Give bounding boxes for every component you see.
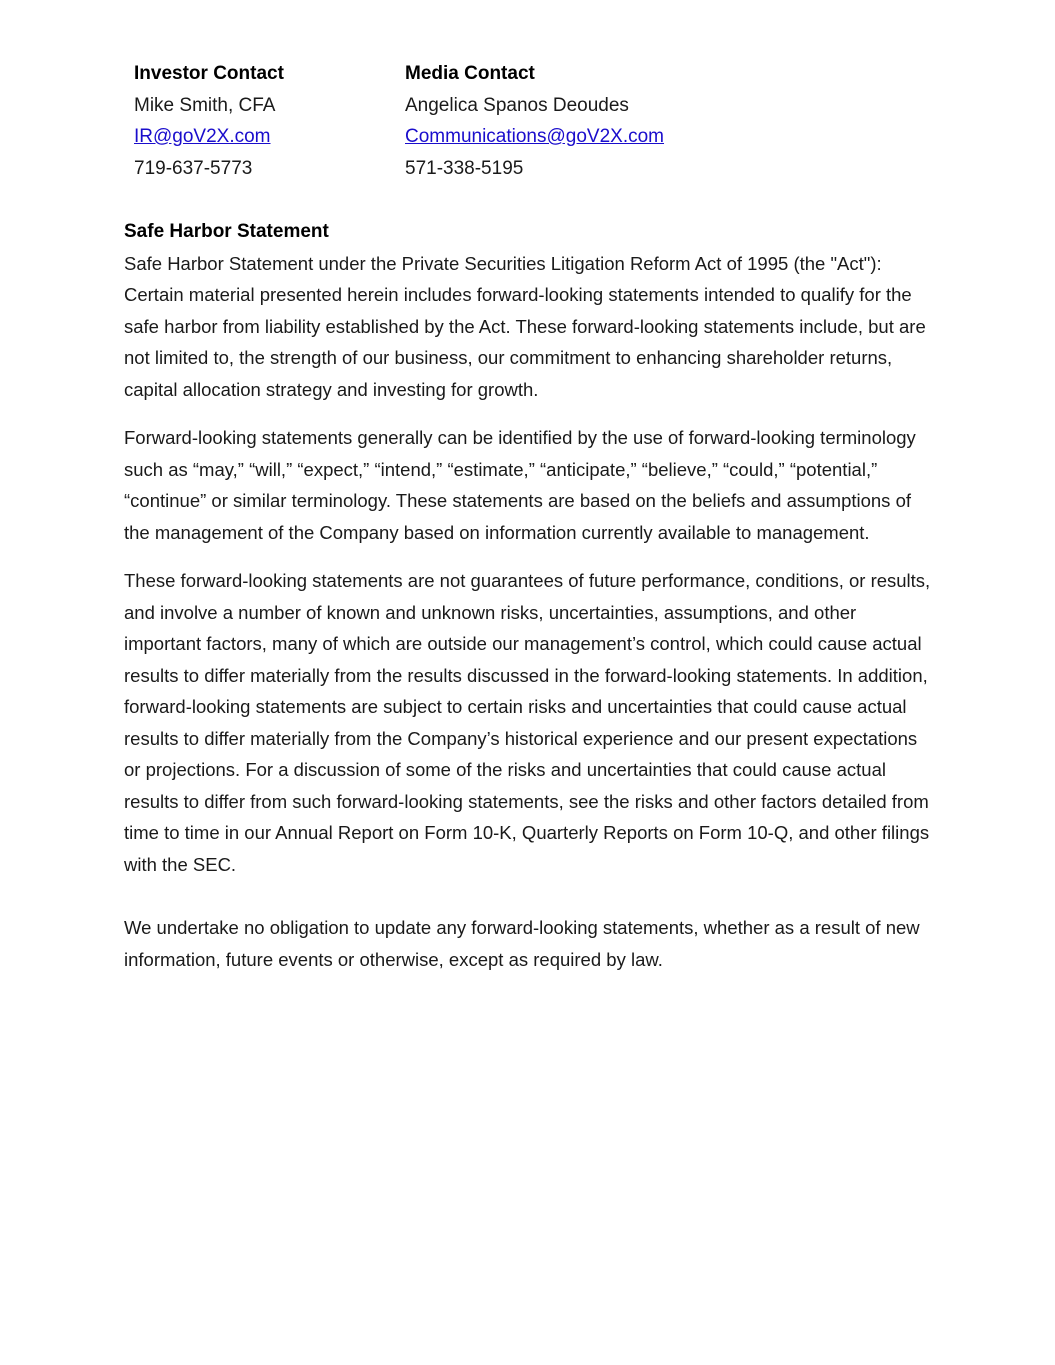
- investor-contact-name: Mike Smith, CFA: [134, 94, 276, 116]
- safe-harbor-section: [124, 216, 936, 975]
- investor-contact: [134, 58, 284, 184]
- investor-contact-phone: 719-637-5773: [134, 157, 253, 179]
- paragraph-terminology: Forward-looking statements generally can be identified by the use of forward-looking terminology such as “may,” “will,” “expect,” “intend,” “estimate,” “anticipate,” “believe,” “could,” “potential,” “continue” or similar terminology. These statements are based on the beliefs and assumptions of the management of the Company based on information currently available to management.: [124, 427, 916, 543]
- investor-contact-email-link[interactable]: IR@goV2X.com: [134, 126, 271, 147]
- investor-contact-heading: Investor Contact: [134, 63, 284, 84]
- media-contact: [405, 58, 664, 184]
- paragraph-act-statement: Safe Harbor Statement under the Private Securities Litigation Reform Act of 1995 (the "Act"): Certain material presented herein includes forward-looking statements intended to qualify for the safe harbor from liability established by the Act. These forward-looking statements include, but are not limited to, the strength of our business, our commitment to enhancing shareholder returns, capital allocation strategy and investing for growth.: [124, 252, 926, 400]
- media-contact-phone: 571-338-5195: [405, 157, 524, 179]
- paragraph-no-obligation: We undertake no obligation to update any forward-looking statements, whether as a result of new information, future events or otherwise, except as required by law.: [124, 917, 920, 970]
- paragraph-risks: These forward-looking statements are not guarantees of future performance, conditions, or results, and involve a number of known and unknown risks, uncertainties, assumptions, and other important factors, many of which are outside our management’s control, which could cause actual results to differ materially from the results discussed in the forward-looking statements. In addition, forward-looking statements are subject to certain risks and uncertainties that could cause actual results to differ materially from the Company’s historical experience and our present expectations or projections. For a discussion of some of the risks and uncertainties that could cause actual results to differ from such forward-looking statements, see the risks and other factors detailed from time to time in our Annual Report on Form 10-K, Quarterly Reports on Form 10-Q, and other filings with the SEC.: [124, 570, 931, 875]
- media-contact-name: Angelica Spanos Deoudes: [405, 94, 629, 116]
- media-contact-email-link[interactable]: Communications@goV2X.com: [405, 126, 665, 147]
- section-title: Safe Harbor Statement: [124, 221, 329, 242]
- media-contact-heading: Media Contact: [405, 63, 535, 84]
